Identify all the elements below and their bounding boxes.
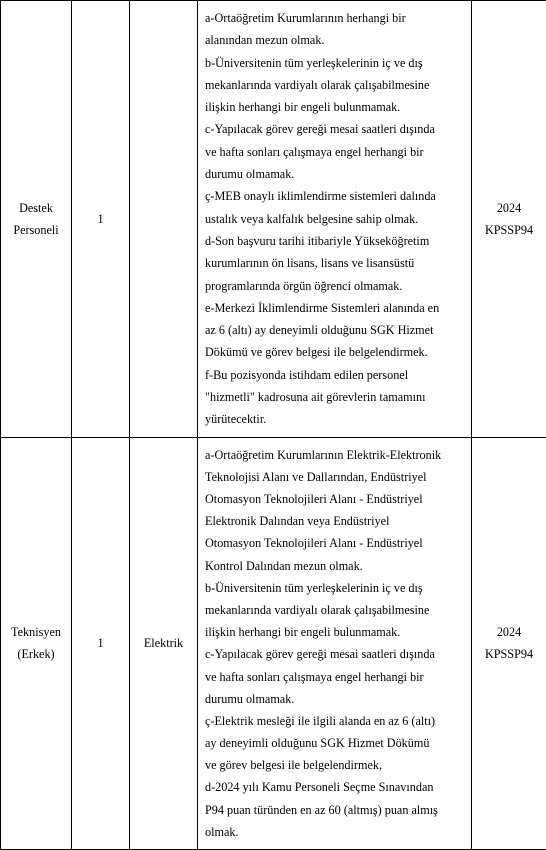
requirement-line: programlarında örgün öğrenci olmamak.	[205, 275, 467, 297]
requirement-line: P94 puan türünden en az 60 (altmış) puan almış	[205, 799, 467, 821]
requirement-line: durumu olmamak.	[205, 688, 467, 710]
position-name: Personeli	[1, 219, 71, 241]
position-name: Destek	[1, 197, 71, 219]
requirement-line: Otomasyon Teknolojileri Alanı - Endüstriyel	[205, 488, 467, 510]
table-row	[1, 1, 546, 438]
requirement-line: Teknolojisi Alanı ve Dallarından, Endüstriyel	[205, 466, 467, 488]
exam-type: KPSSP94	[472, 643, 546, 665]
exam-year: 2024	[472, 197, 546, 219]
requirements-cell	[198, 437, 472, 849]
requirement-line: alanından mezun olmak.	[205, 29, 467, 51]
requirement-line: yürütecektir.	[205, 408, 467, 430]
exam-type: KPSSP94	[472, 219, 546, 241]
requirement-line: ç-MEB onaylı iklimlendirme sistemleri dalında	[205, 185, 467, 207]
field-cell	[130, 1, 198, 438]
requirement-line: ve hafta sonları çalışmaya engel herhangi bir	[205, 141, 467, 163]
position-name: (Erkek)	[1, 643, 71, 665]
requirement-line: mekanlarında vardiyalı olarak çalışabilmesine	[205, 74, 467, 96]
requirement-line: d-Son başvuru tarihi itibariyle Yükseköğretim	[205, 230, 467, 252]
requirement-line: mekanlarında vardiyalı olarak çalışabilmesine	[205, 599, 467, 621]
count-cell: 1	[72, 437, 130, 849]
exam-cell	[472, 437, 546, 849]
requirement-line: ilişkin herhangi bir engeli bulunmamak.	[205, 621, 467, 643]
count-cell: 1	[72, 1, 130, 438]
requirement-line: ve hafta sonları çalışmaya engel herhangi bir	[205, 666, 467, 688]
requirement-line: ç-Elektrik mesleği ile ilgili alanda en az 6 (altı)	[205, 710, 467, 732]
requirement-line: "hizmetli" kadrosuna ait görevlerin tamamını	[205, 386, 467, 408]
position-cell	[1, 437, 72, 849]
table-row	[1, 437, 546, 849]
requirement-line: olmak.	[205, 821, 467, 843]
requirement-line: Dökümü ve görev belgesi ile belgelendirmek.	[205, 341, 467, 363]
requirement-line: a-Ortaöğretim Kurumlarının herhangi bir	[205, 7, 467, 29]
requirement-line: Kontrol Dalından mezun olmak.	[205, 555, 467, 577]
requirement-line: ay deneyimli olduğunu SGK Hizmet Dökümü	[205, 732, 467, 754]
requirement-line: ustalık veya kalfalık belgesine sahip olmak.	[205, 208, 467, 230]
requirement-line: b-Üniversitenin tüm yerleşkelerinin iç ve dış	[205, 52, 467, 74]
requirement-line: ve görev belgesi ile belgelendirmek,	[205, 754, 467, 776]
requirement-line: Elektronik Dalından veya Endüstriyel	[205, 510, 467, 532]
requirement-line: e-Merkezi İklimlendirme Sistemleri alanında en	[205, 297, 467, 319]
requirement-line: c-Yapılacak görev gereği mesai saatleri dışında	[205, 643, 467, 665]
requirement-line: az 6 (altı) ay deneyimli olduğunu SGK Hizmet	[205, 319, 467, 341]
requirement-line: c-Yapılacak görev gereği mesai saatleri dışında	[205, 118, 467, 140]
requirement-line: ilişkin herhangi bir engeli bulunmamak.	[205, 96, 467, 118]
requirement-line: b-Üniversitenin tüm yerleşkelerinin iç ve dış	[205, 577, 467, 599]
field-cell: Elektrik	[130, 437, 198, 849]
exam-year: 2024	[472, 621, 546, 643]
requirement-line: Otomasyon Teknolojileri Alanı - Endüstriyel	[205, 532, 467, 554]
requirement-line: kurumlarının ön lisans, lisans ve lisansüstü	[205, 252, 467, 274]
requirements-cell	[198, 1, 472, 438]
position-cell	[1, 1, 72, 438]
requirement-line: f-Bu pozisyonda istihdam edilen personel	[205, 364, 467, 386]
position-name: Teknisyen	[1, 621, 71, 643]
requirement-line: durumu olmamak.	[205, 163, 467, 185]
requirement-line: a-Ortaöğretim Kurumlarının Elektrik-Elektronik	[205, 444, 467, 466]
exam-cell	[472, 1, 546, 438]
requirement-line: d-2024 yılı Kamu Personeli Seçme Sınavından	[205, 776, 467, 798]
